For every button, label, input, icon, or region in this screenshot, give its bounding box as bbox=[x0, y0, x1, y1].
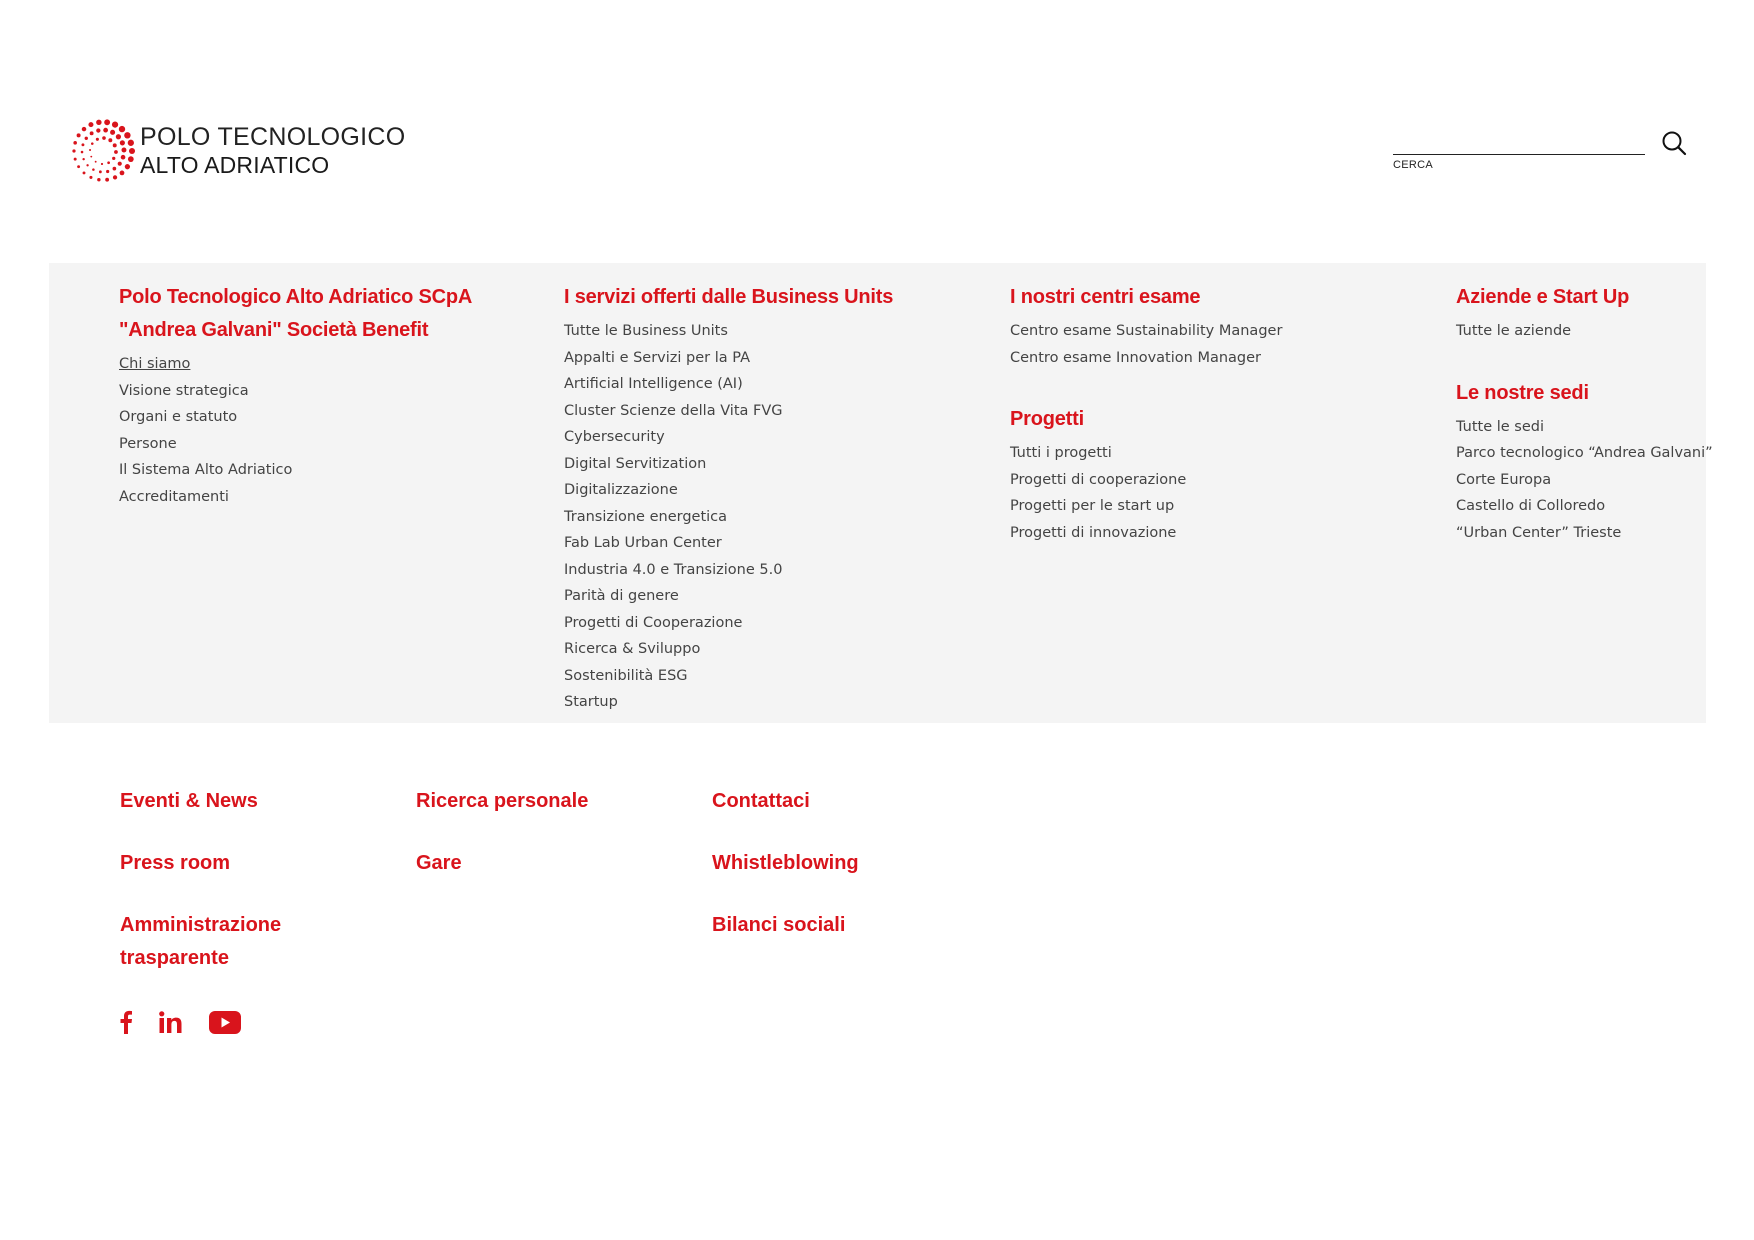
logo-dot bbox=[114, 150, 118, 154]
logo-line2: ALTO ADRIATICO bbox=[140, 152, 330, 178]
logo-dot bbox=[72, 149, 75, 152]
menu-column-aziende-sedi bbox=[1456, 281, 1713, 546]
logo-dot bbox=[119, 126, 125, 132]
footer-link-ricerca-personale[interactable]: Ricerca personale bbox=[416, 790, 589, 812]
menu-item-link[interactable]: Startup bbox=[564, 694, 618, 710]
logo-dot bbox=[89, 149, 91, 151]
logo-dot bbox=[104, 119, 110, 125]
menu-item bbox=[119, 404, 499, 431]
logo-dot bbox=[125, 164, 130, 169]
menu-item-link[interactable]: Il Sistema Alto Adriatico bbox=[119, 462, 293, 478]
menu-list-progetti bbox=[1010, 440, 1410, 546]
menu-item-link[interactable]: Corte Europa bbox=[1456, 471, 1552, 488]
menu-item bbox=[564, 636, 964, 663]
facebook-icon[interactable] bbox=[119, 1010, 133, 1039]
menu-item bbox=[1456, 318, 1701, 345]
menu-heading-sedi[interactable]: Le nostre sedi bbox=[1456, 381, 1589, 404]
menu-heading-centri-esame[interactable]: I nostri centri esame bbox=[1010, 286, 1201, 308]
menu-list-centri-esame bbox=[1010, 318, 1410, 371]
menu-item-link[interactable]: Sostenibilità ESG bbox=[564, 667, 688, 684]
logo-dot bbox=[128, 140, 134, 146]
menu-item bbox=[1456, 493, 1701, 520]
menu-item-link[interactable]: Tutte le Business Units bbox=[564, 323, 728, 339]
menu-heading-aziende[interactable]: Aziende e Start Up bbox=[1456, 286, 1630, 308]
logo-dot bbox=[88, 122, 93, 127]
menu-item-link[interactable]: Parità di genere bbox=[564, 588, 679, 604]
logo-dot bbox=[106, 170, 109, 173]
menu-item bbox=[564, 663, 964, 690]
menu-item-link[interactable]: Progetti per le start up bbox=[1010, 498, 1175, 514]
menu-item bbox=[1010, 440, 1410, 467]
menu-item bbox=[1456, 520, 1701, 547]
footer-link-eventi-news[interactable]: Eventi & News bbox=[120, 790, 258, 812]
menu-item-link[interactable]: Tutte le sedi bbox=[1456, 418, 1545, 435]
footer-link-gare[interactable]: Gare bbox=[416, 852, 462, 874]
footer-link-bilanci-sociali[interactable]: Bilanci sociali bbox=[712, 914, 846, 936]
logo-dot bbox=[96, 128, 100, 132]
menu-item bbox=[1456, 414, 1701, 441]
logo-dot bbox=[95, 161, 97, 163]
logo-dot bbox=[121, 155, 126, 160]
menu-heading-polo[interactable]: Polo Tecnologico Alto Adriatico SCpA "Andrea Galvani" Società Benefit bbox=[119, 286, 472, 341]
footer-link-contattaci[interactable]: Contattaci bbox=[712, 790, 810, 812]
logo-dot bbox=[113, 175, 117, 179]
menu-item-link[interactable]: Progetti di cooperazione bbox=[1010, 471, 1187, 488]
menu-item-link[interactable]: Cluster Scienze della Vita FVG bbox=[564, 402, 783, 419]
logo-dot bbox=[81, 151, 84, 154]
logo-dot bbox=[77, 133, 81, 137]
logo-dot bbox=[112, 122, 118, 128]
logo-dot bbox=[73, 141, 77, 145]
linkedin-icon[interactable] bbox=[159, 1011, 183, 1038]
logo-dot bbox=[82, 127, 87, 132]
footer-link-amministrazione-trasparente[interactable]: Amministrazione trasparente bbox=[120, 914, 282, 969]
menu-column-polo bbox=[119, 281, 499, 510]
logo-dot bbox=[120, 171, 125, 176]
menu-item bbox=[564, 345, 964, 372]
logo-dot bbox=[92, 168, 95, 171]
menu-item-link[interactable]: Castello di Colloredo bbox=[1456, 498, 1606, 514]
menu-item-link[interactable]: Progetti di Cooperazione bbox=[564, 614, 743, 631]
logo-dot bbox=[86, 164, 88, 166]
logo-dot bbox=[128, 156, 134, 162]
menu-item bbox=[564, 398, 964, 425]
menu-item-link[interactable]: Progetti di innovazione bbox=[1010, 524, 1177, 541]
menu-list-servizi bbox=[564, 318, 964, 716]
search-label: CERCA bbox=[1393, 159, 1434, 171]
logo-dot bbox=[91, 142, 94, 145]
menu-item bbox=[564, 318, 964, 345]
menu-item-link[interactable]: Persone bbox=[119, 435, 177, 452]
menu-item bbox=[1010, 467, 1410, 494]
menu-item bbox=[119, 431, 499, 458]
logo-line1: POLO TECNOLOGICO bbox=[140, 123, 406, 151]
menu-item bbox=[1010, 345, 1410, 372]
menu-item bbox=[564, 424, 964, 451]
menu-item-link[interactable]: Appalti e Servizi per la PA bbox=[564, 349, 750, 366]
logo-dot bbox=[103, 128, 108, 133]
menu-item bbox=[119, 484, 499, 511]
menu-column-centri-progetti bbox=[1010, 281, 1410, 546]
logo-dot bbox=[96, 120, 101, 125]
menu-item bbox=[1010, 520, 1410, 547]
logo-dot bbox=[96, 138, 99, 141]
logo-dot bbox=[116, 134, 121, 139]
logo-dot bbox=[89, 176, 92, 179]
menu-heading-progetti[interactable]: Progetti bbox=[1010, 408, 1084, 430]
menu-item-link[interactable]: Tutti i progetti bbox=[1010, 445, 1112, 461]
search-input[interactable] bbox=[1393, 126, 1645, 155]
logo-dot bbox=[82, 158, 84, 160]
logo-dot bbox=[83, 171, 86, 174]
menu-item-link[interactable]: Digital Servitization bbox=[564, 455, 707, 472]
logo-dot bbox=[97, 178, 100, 181]
logo-dot bbox=[113, 143, 117, 147]
menu-item-link[interactable]: Visione strategica bbox=[119, 382, 249, 399]
youtube-icon[interactable] bbox=[209, 1011, 241, 1039]
menu-item-link[interactable]: Organi e statuto bbox=[119, 409, 238, 425]
logo-dot bbox=[120, 140, 125, 145]
menu-item-link[interactable]: Centro esame Sustainability Manager bbox=[1010, 323, 1283, 339]
logo-dot bbox=[101, 163, 103, 165]
menu-list-sedi bbox=[1456, 414, 1713, 547]
menu-item-link[interactable]: Fab Lab Urban Center bbox=[564, 535, 722, 551]
menu-item-link[interactable]: Cybersecurity bbox=[564, 429, 665, 445]
menu-item-link[interactable]: Industria 4.0 e Transizione 5.0 bbox=[564, 561, 783, 578]
logo-dot bbox=[121, 147, 126, 152]
logo-dot bbox=[74, 158, 77, 161]
header bbox=[0, 0, 1754, 230]
search-icon[interactable] bbox=[1661, 130, 1687, 156]
logo-dot bbox=[102, 136, 106, 140]
logo-dot bbox=[81, 143, 84, 146]
menu-column-servizi bbox=[564, 281, 964, 716]
site-logo[interactable] bbox=[70, 118, 406, 184]
logo-dot bbox=[90, 131, 94, 135]
logo-dot bbox=[107, 161, 110, 164]
menu-list-polo bbox=[119, 351, 499, 510]
logo-dot bbox=[85, 137, 88, 140]
menu-item bbox=[564, 504, 964, 531]
menu-item bbox=[564, 610, 964, 637]
footer-link-press-room[interactable]: Press room bbox=[120, 852, 231, 874]
menu-list-aziende bbox=[1456, 318, 1701, 345]
menu-item-link[interactable]: Tutte le aziende bbox=[1456, 323, 1572, 339]
search-box bbox=[1393, 126, 1693, 171]
logo-dot bbox=[110, 130, 115, 135]
menu-item-link[interactable]: Transizione energetica bbox=[564, 508, 728, 525]
social-links bbox=[119, 1010, 241, 1039]
logo-dot bbox=[99, 170, 102, 173]
menu-item-link[interactable]: Centro esame Innovation Manager bbox=[1010, 349, 1261, 366]
menu-item bbox=[564, 689, 964, 716]
menu-item-link[interactable]: Artificial Intelligence (AI) bbox=[564, 376, 743, 392]
logo-dot bbox=[77, 165, 80, 168]
menu-item-link[interactable]: “Urban Center” Trieste bbox=[1456, 524, 1622, 541]
logo-text bbox=[140, 125, 406, 177]
menu-item-link[interactable]: Digitalizzazione bbox=[564, 482, 678, 498]
menu-item-link[interactable]: Accreditamenti bbox=[119, 488, 229, 505]
logo-dot bbox=[105, 178, 109, 182]
menu-item bbox=[1010, 493, 1410, 520]
logo-dots-icon bbox=[70, 118, 136, 184]
logo-dot bbox=[90, 156, 92, 158]
logo-dot bbox=[118, 162, 122, 166]
footer-link-whistleblowing[interactable]: Whistleblowing bbox=[712, 852, 859, 874]
menu-item bbox=[564, 557, 964, 584]
menu-item-link[interactable]: Ricerca & Sviluppo bbox=[564, 641, 701, 657]
menu-item bbox=[564, 371, 964, 398]
menu-heading-servizi[interactable]: I servizi offerti dalle Business Units bbox=[564, 286, 894, 308]
menu-item bbox=[564, 451, 964, 478]
logo-dot bbox=[112, 157, 115, 160]
menu-item bbox=[564, 583, 964, 610]
menu-item bbox=[1456, 467, 1701, 494]
menu-item bbox=[564, 530, 964, 557]
menu-item bbox=[564, 477, 964, 504]
logo-dot bbox=[124, 132, 130, 138]
logo-dot bbox=[108, 138, 112, 142]
menu-item bbox=[1010, 318, 1410, 345]
menu-item bbox=[119, 378, 499, 405]
menu-item-link[interactable]: Parco tecnologico “Andrea Galvani” bbox=[1456, 445, 1713, 461]
menu-item-link[interactable]: Chi siamo bbox=[119, 356, 191, 372]
menu-item bbox=[119, 351, 499, 378]
menu-item bbox=[1456, 440, 1713, 467]
logo-dot bbox=[129, 148, 135, 154]
mega-menu-panel bbox=[49, 263, 1713, 723]
logo-dot bbox=[113, 167, 117, 171]
menu-item bbox=[119, 457, 499, 484]
